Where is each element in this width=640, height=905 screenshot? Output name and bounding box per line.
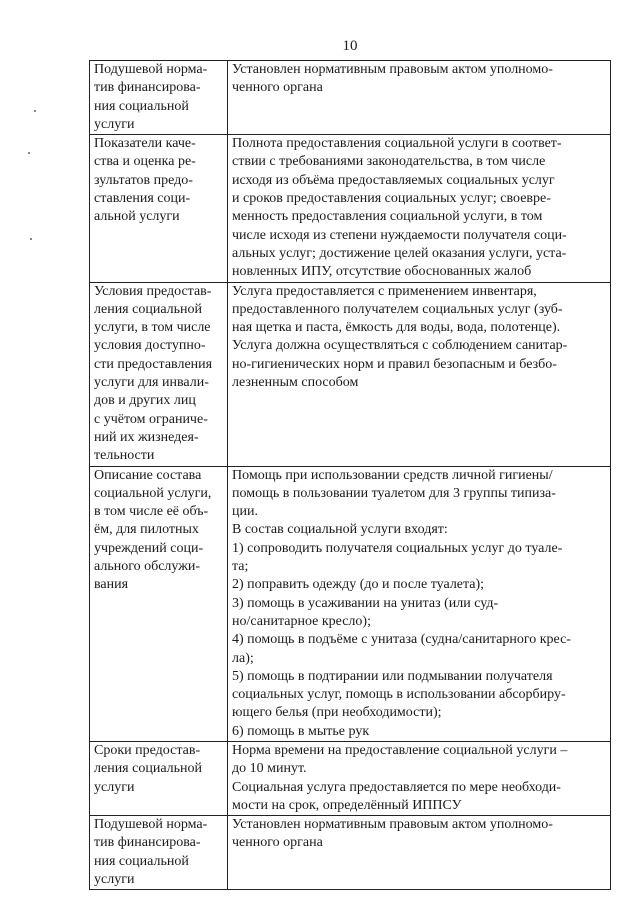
service-standard-table xyxy=(89,60,611,890)
table-row xyxy=(90,466,611,741)
row-content-financing-standard-2: Установлен нормативным правовым актом уполномо- ченного органа xyxy=(228,816,611,890)
table-row xyxy=(90,741,611,815)
row-content-service-description: Помощь при использовании средств личной гигиены/ помощь в пользовании туалетом для 3 группы типиза- ции. В состав социальной услуги входят: 1) сопроводить получателя социальных услуг до туале- та; 2) поправить одежду (до и после туалета); 3) помощь в усаживании на унитаз (или суд- но/санитарное кресло); 4) помощь в подъёме с унитаза (судна/санитарного крес- ла); 5) помощь в подтирании или подмывании получателя социальных услуг, помощь в использовании абсорбиру- ющего белья (при необходимости); 6) помощь в мытье рук xyxy=(228,466,611,741)
row-label-financing-standard-2: Подушевой норма- тив финансирова- ния социальной услуги xyxy=(90,816,228,890)
scan-artifact-dot xyxy=(34,110,36,112)
page-number: 10 xyxy=(342,38,358,54)
row-content-quality-indicators: Полнота предоставления социальной услуги в соответ- ствии с требованиями законодательства, в том числе исходя из объёма предоставляемых социальных услуг и сроков предоставления социальных услуг; своевре- менность предоставления социальной услуги, в том числе исходя из степени нуждаемости получателя соци- альных услуг; достижение целей оказания услуги, уста- новленных ИПУ, отсутствие обоснованных жалоб xyxy=(228,135,611,282)
row-content-service-terms: Норма времени на предоставление социальной услуги – до 10 минут. Социальная услуга предоставляется по мере необходи- мости на срок, определённый ИППСУ xyxy=(228,741,611,815)
table-row xyxy=(90,816,611,890)
row-content-service-conditions: Услуга предоставляется с применением инвентаря, предоставленного получателем социальных услуг (зуб- ная щетка и паста, ёмкость для воды, вода, полотенце). Услуга должна осуществляться с соблюдением санитар- но-гигиенических норм и правил безопасным и безбо- лезненным способом xyxy=(228,282,611,466)
table-row xyxy=(90,282,611,466)
row-label-service-conditions: Условия предостав- ления социальной услуги, в том числе условия доступно- сти предоставления услуги для инвали- дов и других лиц с учётом ограниче- ний их жизнедея- тельности xyxy=(90,282,228,466)
row-label-quality-indicators: Показатели каче- ства и оценка ре- зультатов предо- ставления соци- альной услуги xyxy=(90,135,228,282)
scan-artifact-dot xyxy=(28,152,30,154)
table-row xyxy=(90,135,611,282)
scan-artifact-dot xyxy=(30,238,32,240)
row-content-financing-standard: Установлен нормативным правовым актом уполномо- ченного органа xyxy=(228,61,611,135)
row-label-financing-standard: Подушевой норма- тив финансирова- ния социальной услуги xyxy=(90,61,228,135)
table-row xyxy=(90,61,611,135)
row-label-service-terms: Сроки предостав- ления социальной услуги xyxy=(90,741,228,815)
row-label-service-description: Описание состава социальной услуги, в том числе её объ- ём, для пилотных учреждений соци- ального обслужи- вания xyxy=(90,466,228,741)
